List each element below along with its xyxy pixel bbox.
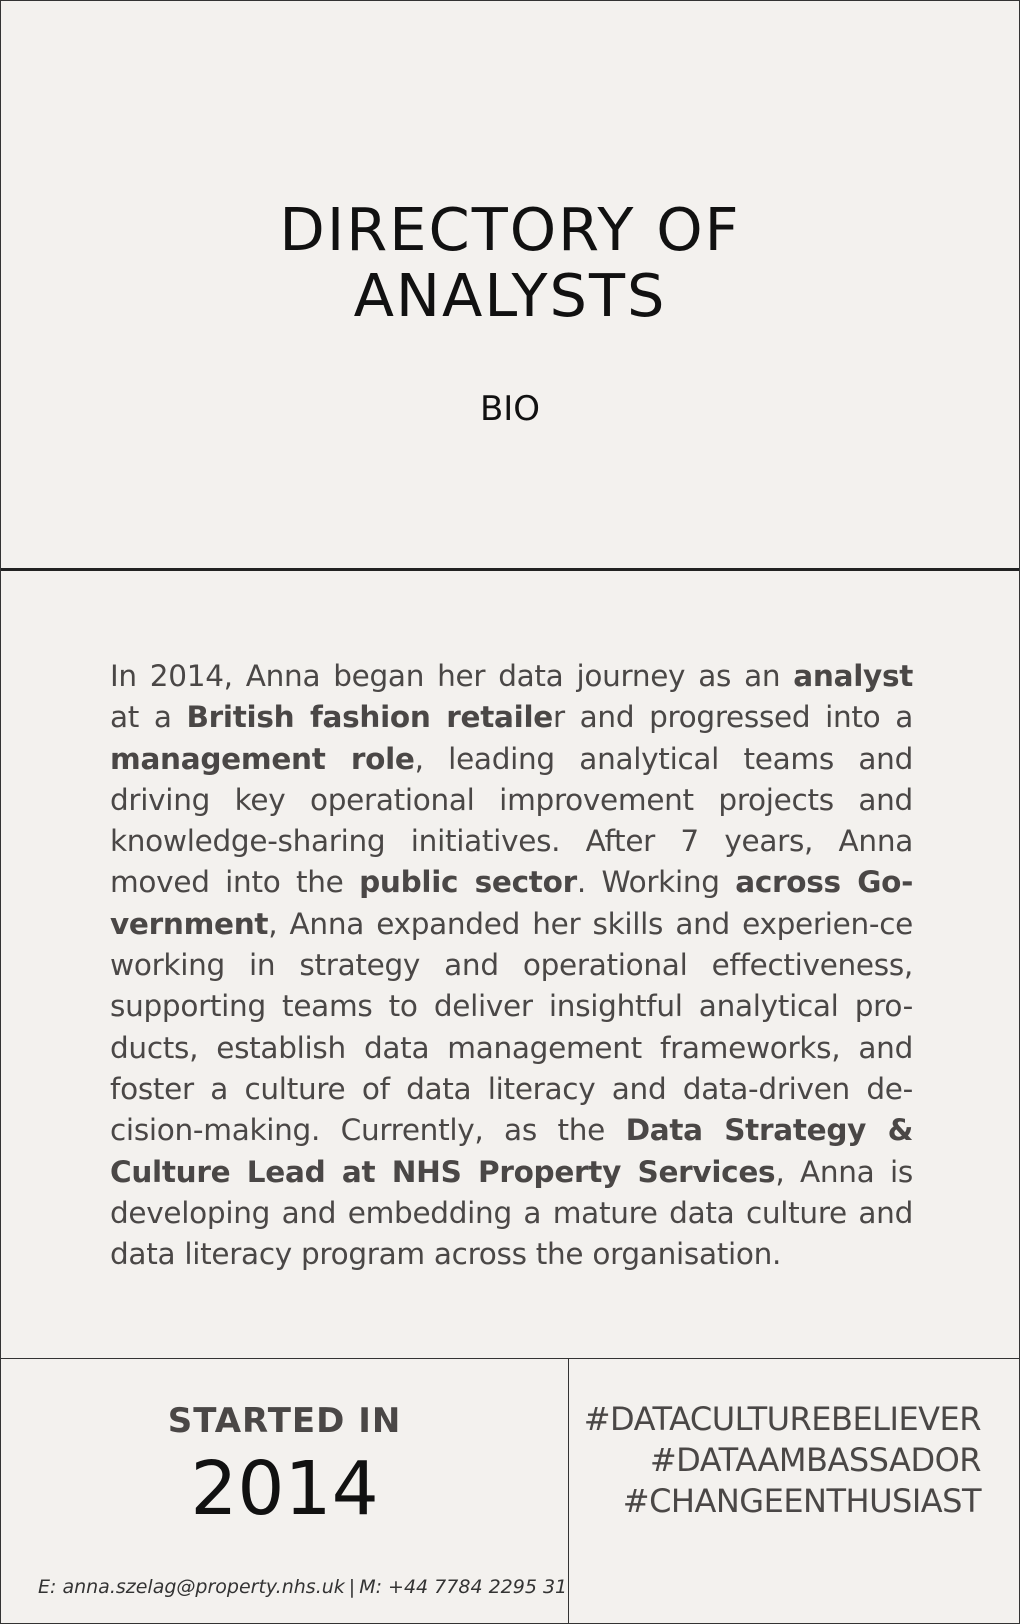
bio-highlight: management role <box>110 741 415 776</box>
bio-highlight: public sector <box>359 865 577 900</box>
bio-text-run: , leading analytical teams and driving key operational improvement projects and knowledge-sharing initiatives. After 7 years, Anna moved into the <box>110 741 913 900</box>
contact-phone[interactable]: M: +44 7784 2295 31 <box>359 1576 568 1598</box>
section-subtitle: BIO <box>479 389 541 429</box>
bio-highlight: across Go-vernment <box>110 865 914 941</box>
title-line-2: ANALYSTS <box>353 261 667 330</box>
header-section <box>1 1 1019 571</box>
bio-highlight: analyst <box>793 659 913 693</box>
bio-text-run: , Anna expanded her skills and experien-ce working in strategy and operational effectiveness, supporting teams to deliver insightful analytical pro-ducts, establish data management frameworks, and foster a culture of data literacy and data-driven de-cision-making. Currently, as the <box>110 906 913 1148</box>
contact-line <box>38 1575 567 1599</box>
page-title <box>1 197 1019 329</box>
bio-highlight: British fashion retaile <box>186 700 553 735</box>
bio-text-run: r and progressed into a <box>553 700 914 735</box>
started-year: 2014 <box>190 1446 379 1532</box>
bio-text-run: , Anna is developing and embedding a mature data culture and data literacy program across the organisation. <box>110 1154 913 1272</box>
hashtags-panel <box>569 1359 1019 1624</box>
hashtag: #CHANGEENTHUSIAST <box>622 1482 981 1520</box>
bio-highlight: Data Strategy & Culture Lead at NHS Property Services <box>110 1113 913 1189</box>
bio-text-run: . Working <box>576 865 736 900</box>
bio-text-run: In 2014, Anna began her data journey as an <box>110 659 794 693</box>
title-line-1: DIRECTORY OF <box>279 195 741 264</box>
hashtag-list <box>584 1399 981 1522</box>
hashtag: #DATACULTUREBELIEVER <box>583 1400 981 1438</box>
contact-email[interactable]: E: anna.szelag@property.nhs.uk <box>38 1576 345 1598</box>
start-year-panel <box>1 1359 569 1624</box>
hashtag: #DATAAMBASSADOR <box>649 1441 981 1479</box>
contact-separator: | <box>348 1576 356 1598</box>
footer-section <box>1 1358 1019 1624</box>
bio-paragraph <box>110 656 913 1275</box>
bio-text-run: at a <box>110 700 187 735</box>
started-label: STARTED IN <box>167 1401 402 1441</box>
